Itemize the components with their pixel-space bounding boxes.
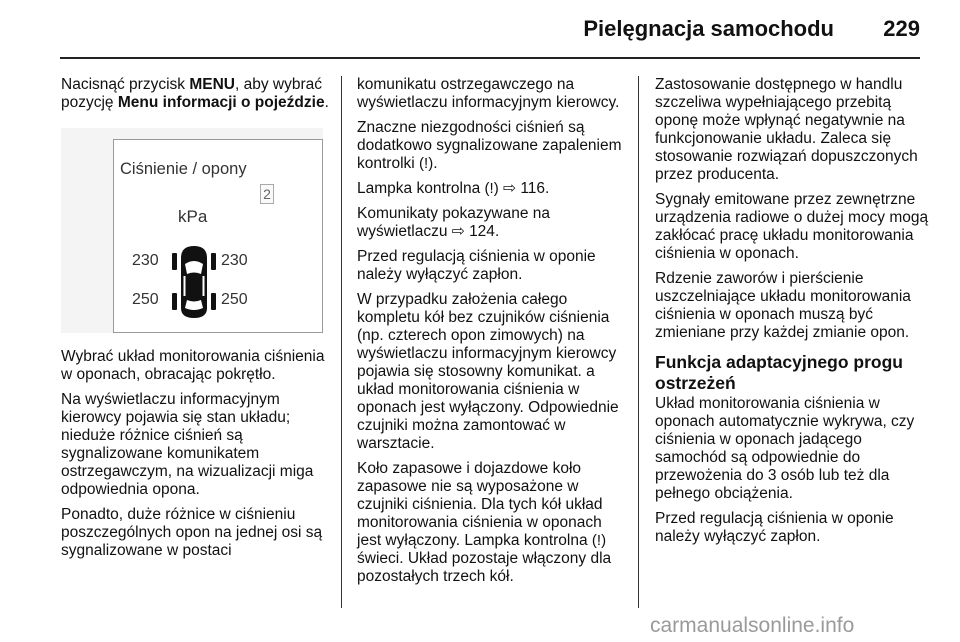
paragraph: Na wyświetlaczu informacyjnym kierowcy pojawia się stan układu; nieduże różnice ciśnień są sygnalizowane komunikatem ostrzegawczym, na wizualizacji miga odpowiednia opona. <box>61 391 314 498</box>
page-reference-arrow-icon: ⇨ <box>503 180 517 197</box>
tire-pressure-display-figure <box>61 128 323 333</box>
paragraph: komunikatu ostrzegawczego na wyświetlaczu informacyjnym kierowcy. <box>357 76 620 111</box>
paragraph: Wybrać układ monitorowania ciśnienia w oponach, obracając pokrętło. <box>61 348 325 383</box>
paragraph: Ponadto, duże różnice w ciśnieniu poszczególnych opon na jednej osi są sygnalizowane w postaci <box>61 506 323 559</box>
column-1 <box>61 76 331 567</box>
page-reference[interactable]: 116 <box>520 180 546 197</box>
pressure-front-right: 230 <box>221 252 248 269</box>
column-3 <box>655 76 930 553</box>
header-rule <box>60 57 920 59</box>
page-reference-arrow-icon: ⇨ <box>451 223 465 240</box>
column-divider-2 <box>638 76 639 608</box>
menu-item-name: Menu informacji o pojeździe <box>117 94 325 111</box>
display-title: Ciśnienie / opony <box>120 160 247 178</box>
display-panel <box>113 139 323 333</box>
pressure-front-left: 230 <box>132 252 159 269</box>
paragraph: Znaczne niezgodności ciśnień są dodatkowo sygnalizowane zapaleniem kontrolki (!). <box>357 119 622 172</box>
paragraph: Układ monitorowania ciśnienia w oponach automatycznie wykrywa, czy ciśnienia w oponach jadącego samochód są odpowiednie do przewożenia do 3 osób lub też dla pełnego obciążenia. <box>655 395 915 502</box>
section-title: Pielęgnacja samochodu <box>583 16 834 41</box>
page-header <box>0 0 960 58</box>
paragraph: Komunikaty pokazywane na wyświetlaczu ⇨ 124. <box>357 205 551 240</box>
paragraph: Rdzenie zaworów i pierścienie uszczelniające układu monitorowania ciśnienia w oponach muszą być zmieniane przy każdej zmianie opon. <box>655 270 911 341</box>
instruction-paragraph: Nacisnąć przycisk MENU, aby wybrać pozycję Menu informacji o pojeździe. <box>61 76 329 111</box>
watermark: carmanualsonline.info <box>650 614 855 637</box>
paragraph: Lampka kontrolna (!) ⇨ 116. <box>357 180 550 197</box>
pressure-unit: kPa <box>178 207 208 226</box>
column-2 <box>357 76 627 593</box>
column-divider-1 <box>341 76 342 608</box>
pressure-rear-left: 250 <box>132 291 159 308</box>
section-heading: Funkcja adaptacyjnego progu ostrzeżeń <box>655 352 903 393</box>
car-top-view-icon <box>171 244 217 320</box>
display-page-indicator: 2 <box>260 184 274 204</box>
tpms-warning-icon: (!) <box>591 532 607 549</box>
paragraph: Zastosowanie dostępnego w handlu szczeliwa wypełniającego przebitą oponę może wpłynąć negatywnie na funkcjonowanie układu. Zaleca się stosowanie rozwiązań dopuszczonych przez producenta. <box>655 76 918 183</box>
paragraph: Przed regulacją ciśnienia w oponie należy wyłączyć zapłon. <box>655 510 894 545</box>
pressure-rear-right: 250 <box>221 291 248 308</box>
page-number: 229 <box>883 16 920 41</box>
paragraph: Przed regulacją ciśnienia w oponie należy wyłączyć zapłon. <box>357 248 596 283</box>
tpms-warning-icon: (!) <box>419 155 434 172</box>
tpms-warning-icon: (!) <box>484 180 499 197</box>
page-reference[interactable]: 124 <box>469 223 495 240</box>
paragraph: Sygnały emitowane przez zewnętrzne urządzenia radiowe o dużej mocy mogą zakłócać pracę układu monitorowania ciśnienia w oponach. <box>655 191 929 262</box>
paragraph: W przypadku założenia całego kompletu kół bez czujników ciśnienia (np. czterech opon zimowych) na wyświetlaczu informacyjnym kierowcy pojawia się stosowny komunikat. a układ monitorowania ciśnienia w oponach jest wyłączony. Odpowiednie czujniki można zamontować w warsztacie. <box>357 291 619 452</box>
paragraph: Koło zapasowe i dojazdowe koło zapasowe nie są wyposażone w czujniki ciśnienia. Dla tych kół układ monitorowania ciśnienia w oponach jest wyłączony. Lampka kontrolna (!) świeci. Układ pozostaje włączony dla pozostałych trzech kół. <box>357 460 612 585</box>
menu-key: MENU <box>189 76 235 93</box>
